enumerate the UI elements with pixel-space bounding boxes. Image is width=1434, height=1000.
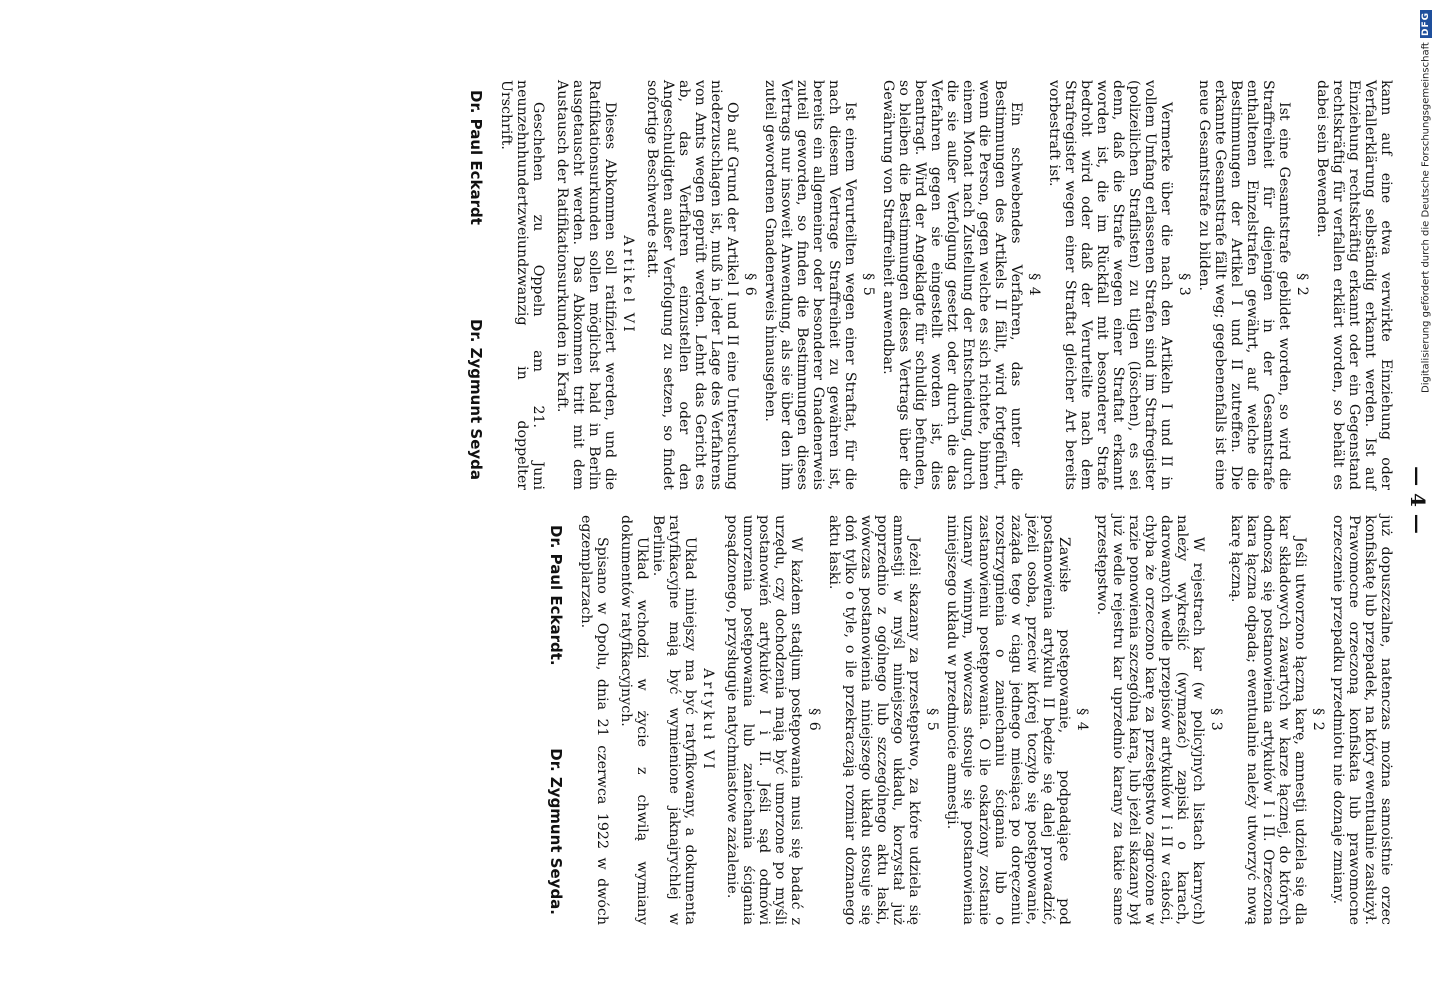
digitization-note-text: Digitalisierung gefördert durch die Deutsche Forschungsgemeinschaft [1420,42,1432,393]
polish-closing: Spisano w Opolu, dnia 21 czerwca 1922 w dwóch egzemplarzach. [578,515,610,925]
german-article-title: Artikel VI [620,235,636,335]
german-section-5-title: § 5 [860,273,876,297]
german-signature-eckardt: Dr. Paul Eckardt [467,90,485,225]
polish-section-3-text: W rejestrach kar (w policyjnych listach karnych) należy wykreślić (wymazać) zapiski o karach, darowanych wedle przepisów artykułów I i II w całości, chyba że orzeczono karę za przestępstwo zagrożone w razie ponowienia szczególną karą, lub jeżeli skazany był już wedle rejestru kar uprzednio karany za takie same przestępstwo. [1094,515,1206,925]
digitization-note [1420,8,1432,393]
german-text-column [468,80,1394,490]
dfg-logo: DFG [1421,12,1431,37]
polish-section-5-text: Jeżeli skazany za przestępstwo, za które udziela się amnestji w myśl niniejszego układu, korzystał już poprzednio z ogólnego lub szczególnego aktu łaski, wówczas postanowienia niniejszego układu stosuje się doń tylko o tyle, o ile przekraczają rozmiar doznanego aktu łaski. [826,515,922,925]
german-section-2-text: Ist eine Gesamtstrafe gebildet worden, so wird die Straffreiheit für diejenigen in der Gesamtstrafe enthaltenen Einzelstrafen gewährt, auf welche die Bestimmungen der Artikel I und II zutreffen. Die erkannte Gesamtstrafe fällt weg; gegebenenfalls ist eine neue Gesamtstrafe zu bilden. [1196,80,1292,490]
polish-article-title: Artykuł VI [700,668,716,772]
german-section-5-text: Ist einem Verurteilten wegen einer Straftat, für die nach diesem Vertrage Straffreiheit zu gewähren ist, bereits ein allgemeiner oder besonderer Gnadenerweis zuteil geworden, so finden die Bestimmungen dieses Vertrags nur insoweit Anwendung, als sie über den ihm zuteil gewordenen Gnadenerweis hinausgehen. [762,80,858,490]
polish-section-5-title: § 5 [924,708,940,732]
polish-section-4-text: Zawisłe postępowanie, podpadające pod postanowienia artykułu II będzie się dalej prowadzić, jeżeli osoba, przeciw której toczyło się postępowanie, zażąda tego w ciągu jednego miesiąca po doręczeniu rozstrzygnienia o zaniechaniu ścigania lub o zastanowieniu postępowania. O ile oskarżony zostanie uznany winnym, wówczas stosuje się postanowienia niniejszego układu w przedmiocie amnestji. [944,515,1072,925]
german-section-6-text: Ob auf Grund der Artikel I und II eine Untersuchung niederzuschlagen ist, muß in jeder Lage des Verfahrens von Amts wegen geprüft werden. Lehnt das Gericht es ab, das Verfahren einzustellen oder den Angeschuldigten außer Verfolgung zu setzen, so findet sofortige Beschwerde statt. [644,80,740,490]
polish-signature-eckardt: Dr. Paul Eckardt. [547,525,565,666]
german-section-6-title: § 6 [742,273,758,297]
polish-section-2-title: § 2 [1310,708,1326,732]
polish-signature-seyda: Dr. Zygmunt Seyda. [547,748,565,915]
polish-section-2-text: Jeśli utworzono łączną karę, amnestji udziela się dla kar składowych zawartych w karze łącznej, do których odnoszą się postanowienia artykułów I i II. Orzeczona kara łączna odpada; ewentualnie należy utworzyć nową karę łączną. [1228,515,1308,925]
german-section-3-text: Vermerke über die nach den Artikeln I und II in vollem Umfang erlassenen Strafen sind im Strafregister (polizeilichen Straflisten) zu tilgen (löschen), es sei denn, daß die Strafe wegen einer Straftat erkannt worden ist, die im Rückfall mit besonderer Strafe bedroht wird oder daß der Verurteilte nach dem Strafregister wegen einer Straftat gleicher Art bereits vorbestraft ist. [1046,80,1174,490]
german-section-2-title: § 2 [1294,273,1310,297]
german-intro-paragraph: kann auf eine etwa verwirkte Einziehung oder Verfallerklärung selbständig erkannt werden. Ist auf Einziehung rechtskräftig erkannt oder ein Gegenstand rechtskräftig für verfallen erklärt worden, so behält es dabei sein Bewenden. [1314,80,1394,490]
german-signatures [468,80,484,490]
german-signature-seyda: Dr. Zygmunt Seyda [467,318,485,480]
german-closing: Geschehen zu Oppeln am 21. Juni neunzehnhundertzweiundzwanzig in doppelter Urschrift. [498,80,546,490]
page-number: — 4 — [1406,466,1430,534]
polish-section-6-text: W każdem stadjum postępowania musi się badać z urzędu, czy dochodzenia mają być umorzone po myśli postanowień artykułów I i II. Jeśli sąd odmówi umorzenia postępowania lub zaniechania ścigania posądzonego, przysługuje natychmiastowe zażalenie. [724,515,804,925]
polish-section-6-title: § 6 [806,708,822,732]
german-section-3-title: § 3 [1176,273,1192,297]
polish-article-text-2: Układ wchodzi w życie z chwilą wymiany dokumentów ratyfikacyjnych. [618,515,650,925]
polish-intro-paragraph: już dopuszczalne, natenczas można samoistnie orzec konfiskatę lub przepadek, na który ewentualnie zasłużył. Prawomocne orzeczoną konfiskata lub prawomocne orzeczenie przepadku przedmiotu nie doznaje zmiany. [1330,515,1394,925]
polish-section-3-title: § 3 [1208,708,1224,732]
polish-article-text-1: Układ niniejszy ma być ratyfikowany, a dokumenta ratyfikacyjne mają być wymienione jaknajrychlej w Berlinie. [650,515,698,925]
german-article-text: Dieses Abkommen soll ratifiziert werden, und die Ratifikationsurkunden sollen möglichst bald in Berlin ausgetauscht werden. Das Abkommen tritt mit dem Austausch der Ratifikationsurkunden in Kraft. [554,80,618,490]
polish-text-column [548,515,1394,925]
german-section-4-title: § 4 [1026,273,1042,297]
polish-section-4-title: § 4 [1074,708,1090,732]
polish-signatures [548,515,564,925]
german-section-4-text: Ein schwebendes Verfahren, das unter die Bestimmungen des Artikels II fällt, wird fortgeführt, wenn die Person, gegen welche es sich richtete, binnen einem Monat nach Zustellung der Entscheidung, durch die sie außer Verfolgung gesetzt oder durch die das Verfahren gegen sie eingestellt worden ist, dies beantragt. Wird der Angeklagte für schuldig befunden, so bleiben die Bestimmungen dieses Vertrags über die Gewährung von Straffreiheit anwendbar. [880,80,1024,490]
